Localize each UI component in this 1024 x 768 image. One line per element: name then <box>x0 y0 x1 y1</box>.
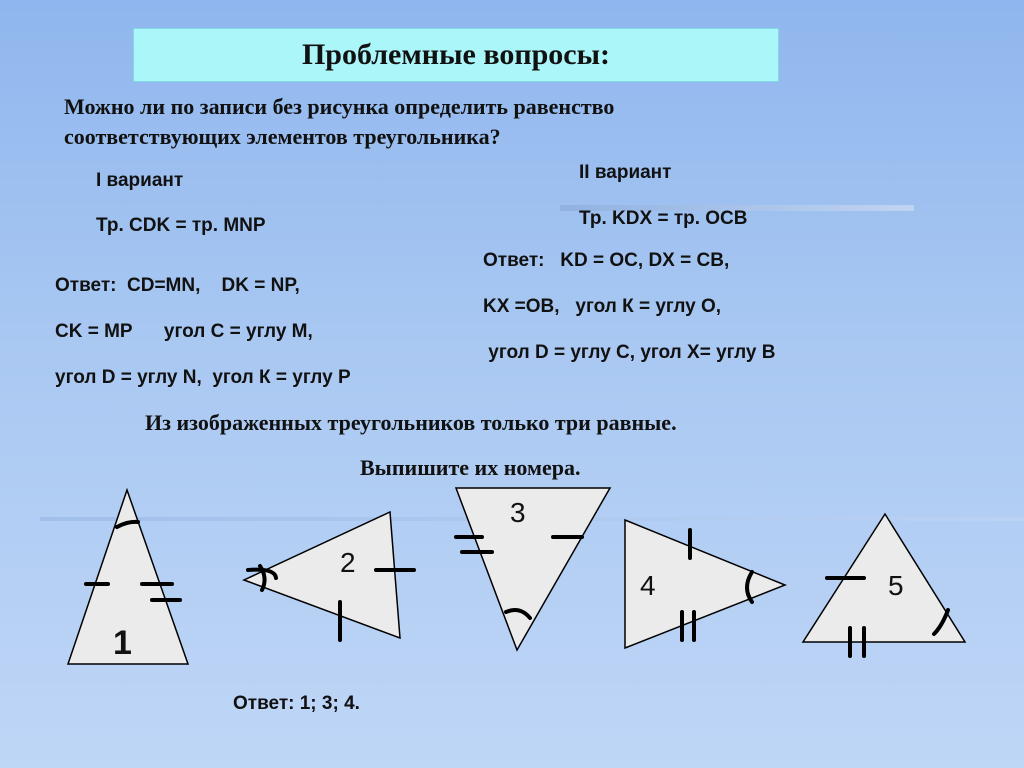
variant2-answer-3: угол D = углу С, угол Х= углу В <box>483 342 776 363</box>
variant2-statement: Тр. KDX = тр. OCB <box>579 208 748 229</box>
variant1-statement: Тр. CDK = тр. MNP <box>96 215 266 236</box>
triangle-3 <box>456 488 610 650</box>
variant2-answer-1: Ответ: KD = OC, DX = CB, <box>483 250 730 271</box>
variant2-answer-2: KX =OB, угол К = углу О, <box>483 296 722 317</box>
triangle-5-number: 5 <box>888 570 904 601</box>
triangle-4-number: 4 <box>640 570 656 601</box>
task-line-1: Из изображенных треугольников только три равные. <box>145 410 677 435</box>
task-line-2: Выпишите их номера. <box>360 455 581 480</box>
page-title: Проблемные вопросы: <box>301 38 611 71</box>
variant2-label: II вариант <box>579 162 672 183</box>
question-line-1: Можно ли по записи без рисунка определить равенство <box>64 94 615 119</box>
final-answer: Ответ: 1; 3; 4. <box>233 693 360 714</box>
triangle-2 <box>244 512 400 638</box>
variant1-answer-1: Ответ: CD=MN, DK = NP, <box>55 275 300 296</box>
variant1-answer-3: угол D = углу N, угол К = углу Р <box>55 367 351 388</box>
triangle-1-number: 1 <box>113 624 132 662</box>
variant1-answer-2: CK = MP угол С = углу М, <box>55 321 313 342</box>
triangle-3-number: 3 <box>510 497 526 528</box>
triangle-2-number: 2 <box>340 547 356 578</box>
variant1-label: I вариант <box>96 170 184 191</box>
question-line-2: соответствующих элементов треугольника? <box>64 124 501 149</box>
